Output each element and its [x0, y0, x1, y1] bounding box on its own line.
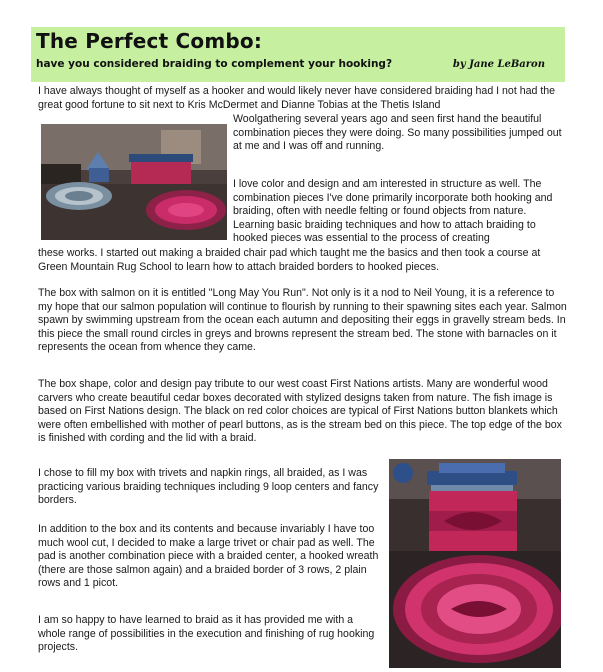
paragraph-4: The box shape, color and design pay tribute to our west coast First Nations artists. Many are wonderful wood carvers who create beautiful cedar boxes decorated with stylized designs taken from nature. The fish image is based on First Nations design. The black on red color choices are typical of First Nations button blankets which were often embellished with mother of pearl buttons, as is the stream bed on this piece. The top edge of the box is finished with cording and the lid with a braid.	[38, 378, 562, 445]
paragraph-2-continued: these works. I started out making a braided chair pad which taught me the basics and then took a course at Green Mountain Rug School to learn how to attach braided borders to hooked pieces.	[38, 247, 541, 273]
photo-box-and-trivets	[41, 124, 227, 240]
photo-box-and-trivets-image	[41, 124, 227, 240]
paragraph-6: In addition to the box and its contents and because invariably I have too much wool cut, I decided to make a large trivet or chair pad as well. The pad is another combination piece with a braided center, a hooked wreath (there are those salmon again) and a braided border of 3 rows, 2 plain rows and 1 picot.	[38, 523, 379, 590]
paragraph-1-continued: Woolgathering several years ago and seen first hand the beautiful combination pieces they were doing. So many possibilities jumped out at me and I was off and running.	[233, 113, 562, 153]
article-subtitle: have you considered braiding to complement your hooking?	[36, 58, 393, 70]
photo-salmon-box-and-pad	[389, 459, 561, 668]
article-title: The Perfect Combo:	[36, 29, 263, 53]
author-byline: by Jane LeBaron	[452, 59, 545, 70]
paragraph-7: I am so happy to have learned to braid as it has provided me with a whole range of possibilities in the execution and finishing of rug hooking projects.	[38, 614, 375, 654]
paragraph-3: The box with salmon on it is entitled "Long May You Run". Not only is it a nod to Neil Young, it is a reference to my hope that our salmon population will continue to flourish by running to their spawning sites each year. Salmon spawn by swimming upstream from the ocean each autumn and depositing their eggs in gravelly stream beds. In this piece the small round circles in greys and browns represent the stream bed. The stone with barnacles on it represents the ocean from whence they came.	[38, 287, 567, 354]
article-header	[31, 27, 565, 82]
paragraph-2: I love color and design and am interested in structure as well. The combination pieces I've done primarily incorporate both hooking and braiding, often with needle felting or found objects from nature. Learning basic braiding techniques and how to attach braiding to hooked pieces was essential to the process of creating	[233, 178, 553, 245]
paragraph-1: I have always thought of myself as a hooker and would likely never have considered braiding had I not had the great good fortune to sit next to Kris McDermet and Dianne Tobias at the Thetis Island	[38, 85, 556, 111]
paragraph-5: I chose to fill my box with trivets and napkin rings, all braided, as I was practicing various braiding techniques including 9 loop centers and fancy borders.	[38, 467, 379, 507]
photo-salmon-box-and-pad-image	[389, 459, 561, 668]
